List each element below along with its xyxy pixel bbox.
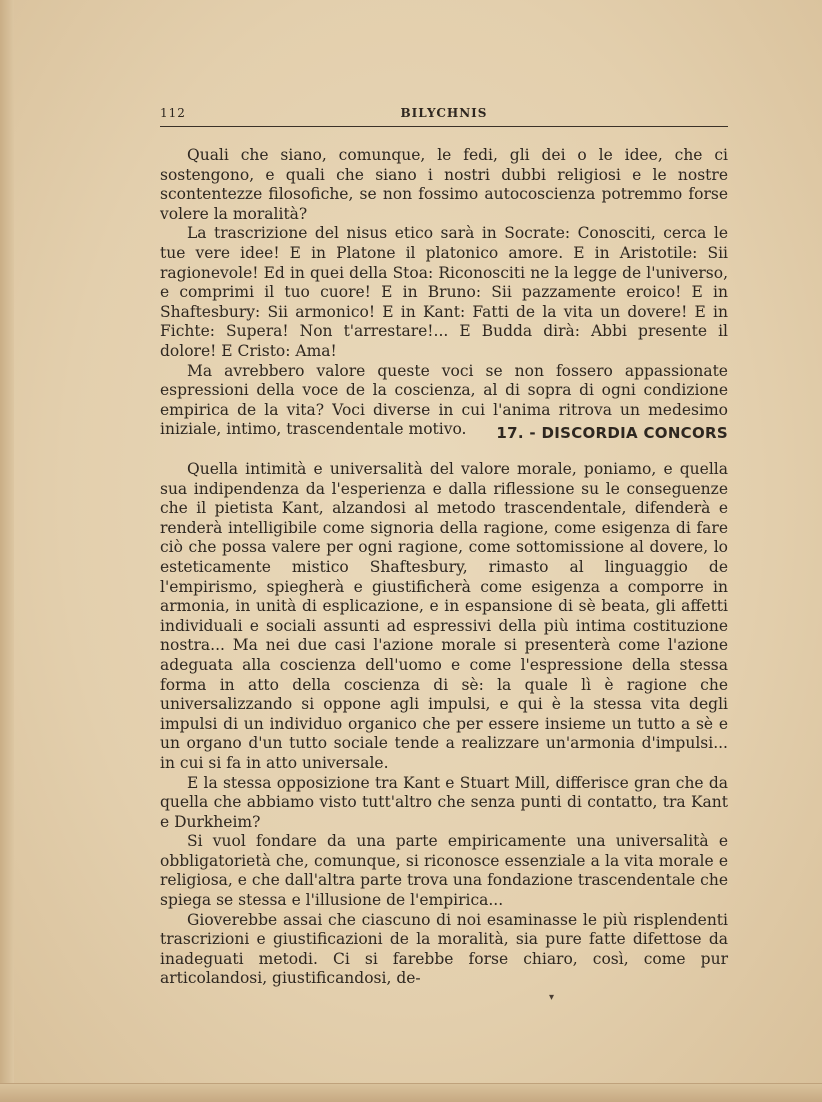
body-text-section-2: [160, 460, 728, 989]
paragraph: La trascrizione del nisus etico sarà in Socrate: Conosciti, cerca le tue vere idee! E in Platone il platonico amore. E in Aristotile: Sii ragionevole! Ed in quei della Stoa: Riconosciti ne la legge de l'universo, e comprimi il tuo cuore! E in Bruno: Sii pazzamente eroico! E in Shaftesbury: Sii armonico! E in Kant: Fatti de la vita un dovere! E in Fichte: Supera! Non t'arrestare!... E Budda dirà: Abbi presente il dolore! E Cristo: Ama!: [160, 224, 728, 360]
page-bottom-edge: [0, 1083, 822, 1102]
journal-title: BILYCHNIS: [400, 106, 488, 120]
paragraph: Quella intimità e universalità del valore morale, poniamo, e quella sua indipendenza da l'esperienza e dalla riflessione su le conseguenze che il pietista Kant, alzandosi al metodo trascendentale, difenderà e renderà intelligibile come signoria della ragione, come esigenza di fare ciò che possa valere per ogni ragione, come sottomissione al dovere, lo esteticamente mistico Shaftesbury, rimasto al linguaggio de l'empirismo, spiegherà e giustificherà come esigenza a comporre in armonia, in unità di esplicazione, e in espansione di sè beata, gli affetti individuali e sociali assunti ad espressivi della più intima costituzione nostra... Ma nei due casi l'azione morale si presenterà come l'azione adeguata alla coscienza dell'uomo e come l'espressione della stessa forma in atto della coscienza di sè: la quale lì è ragione che universalizzando si oppone agli impulsi, e qui è la stessa vita degli impulsi di un individuo organico che per essere insieme un tutto a sè e un organo d'un tutto sociale tende a realizzare un'armonia d'impulsi... in cui si fa in atto universale.: [160, 460, 728, 772]
paragraph: Ma avrebbero valore queste voci se non fossero appassionate espressioni della voce de la coscienza, al di sopra di ogni condizione empirica de la vita? Voci diverse in cui l'anima ritrova un medesimo iniziale, intimo, trascendentale motivo.: [160, 361, 728, 439]
paragraph: E la stessa opposizione tra Kant e Stuart Mill, differisce gran che da quella che abbiamo visto tutt'altro che senza punti di contatto, tra Kant e Durkheim?: [160, 773, 728, 831]
body-text-section-1: [160, 146, 728, 440]
section-heading: 17. - DISCORDIA CONCORS: [496, 424, 728, 442]
running-header: [160, 106, 728, 128]
header-rule: [160, 126, 728, 127]
page-left-edge: [0, 0, 14, 1102]
page-number: 112: [160, 106, 186, 120]
paragraph: Quali che siano, comunque, le fedi, gli dei o le idee, che ci sostengono, e quali che siano i nostri dubbi religiosi e le nostre scontentezze filosofiche, se non fossimo autocoscienza potremmo forse volere la moralità?: [160, 146, 728, 223]
paragraph: Gioverebbe assai che ciascuno di noi esaminasse le più risplendenti trascrizioni e giustificazioni de la moralità, sia pure fatte difettose da inadeguati metodi. Ci si farebbe forse chiaro, così, come pur articolandosi, giustificandosi, de-: [160, 910, 728, 988]
printer-mark: ▾: [549, 992, 555, 1003]
paragraph: Si vuol fondare da una parte empiricamente una universalità e obbligatorietà che, comunque, si riconosce essenziale a la vita morale e religiosa, e che dall'altra parte trova una fondazione trascendentale che spiega se stessa e l'illusione de l'empirica...: [160, 832, 728, 910]
